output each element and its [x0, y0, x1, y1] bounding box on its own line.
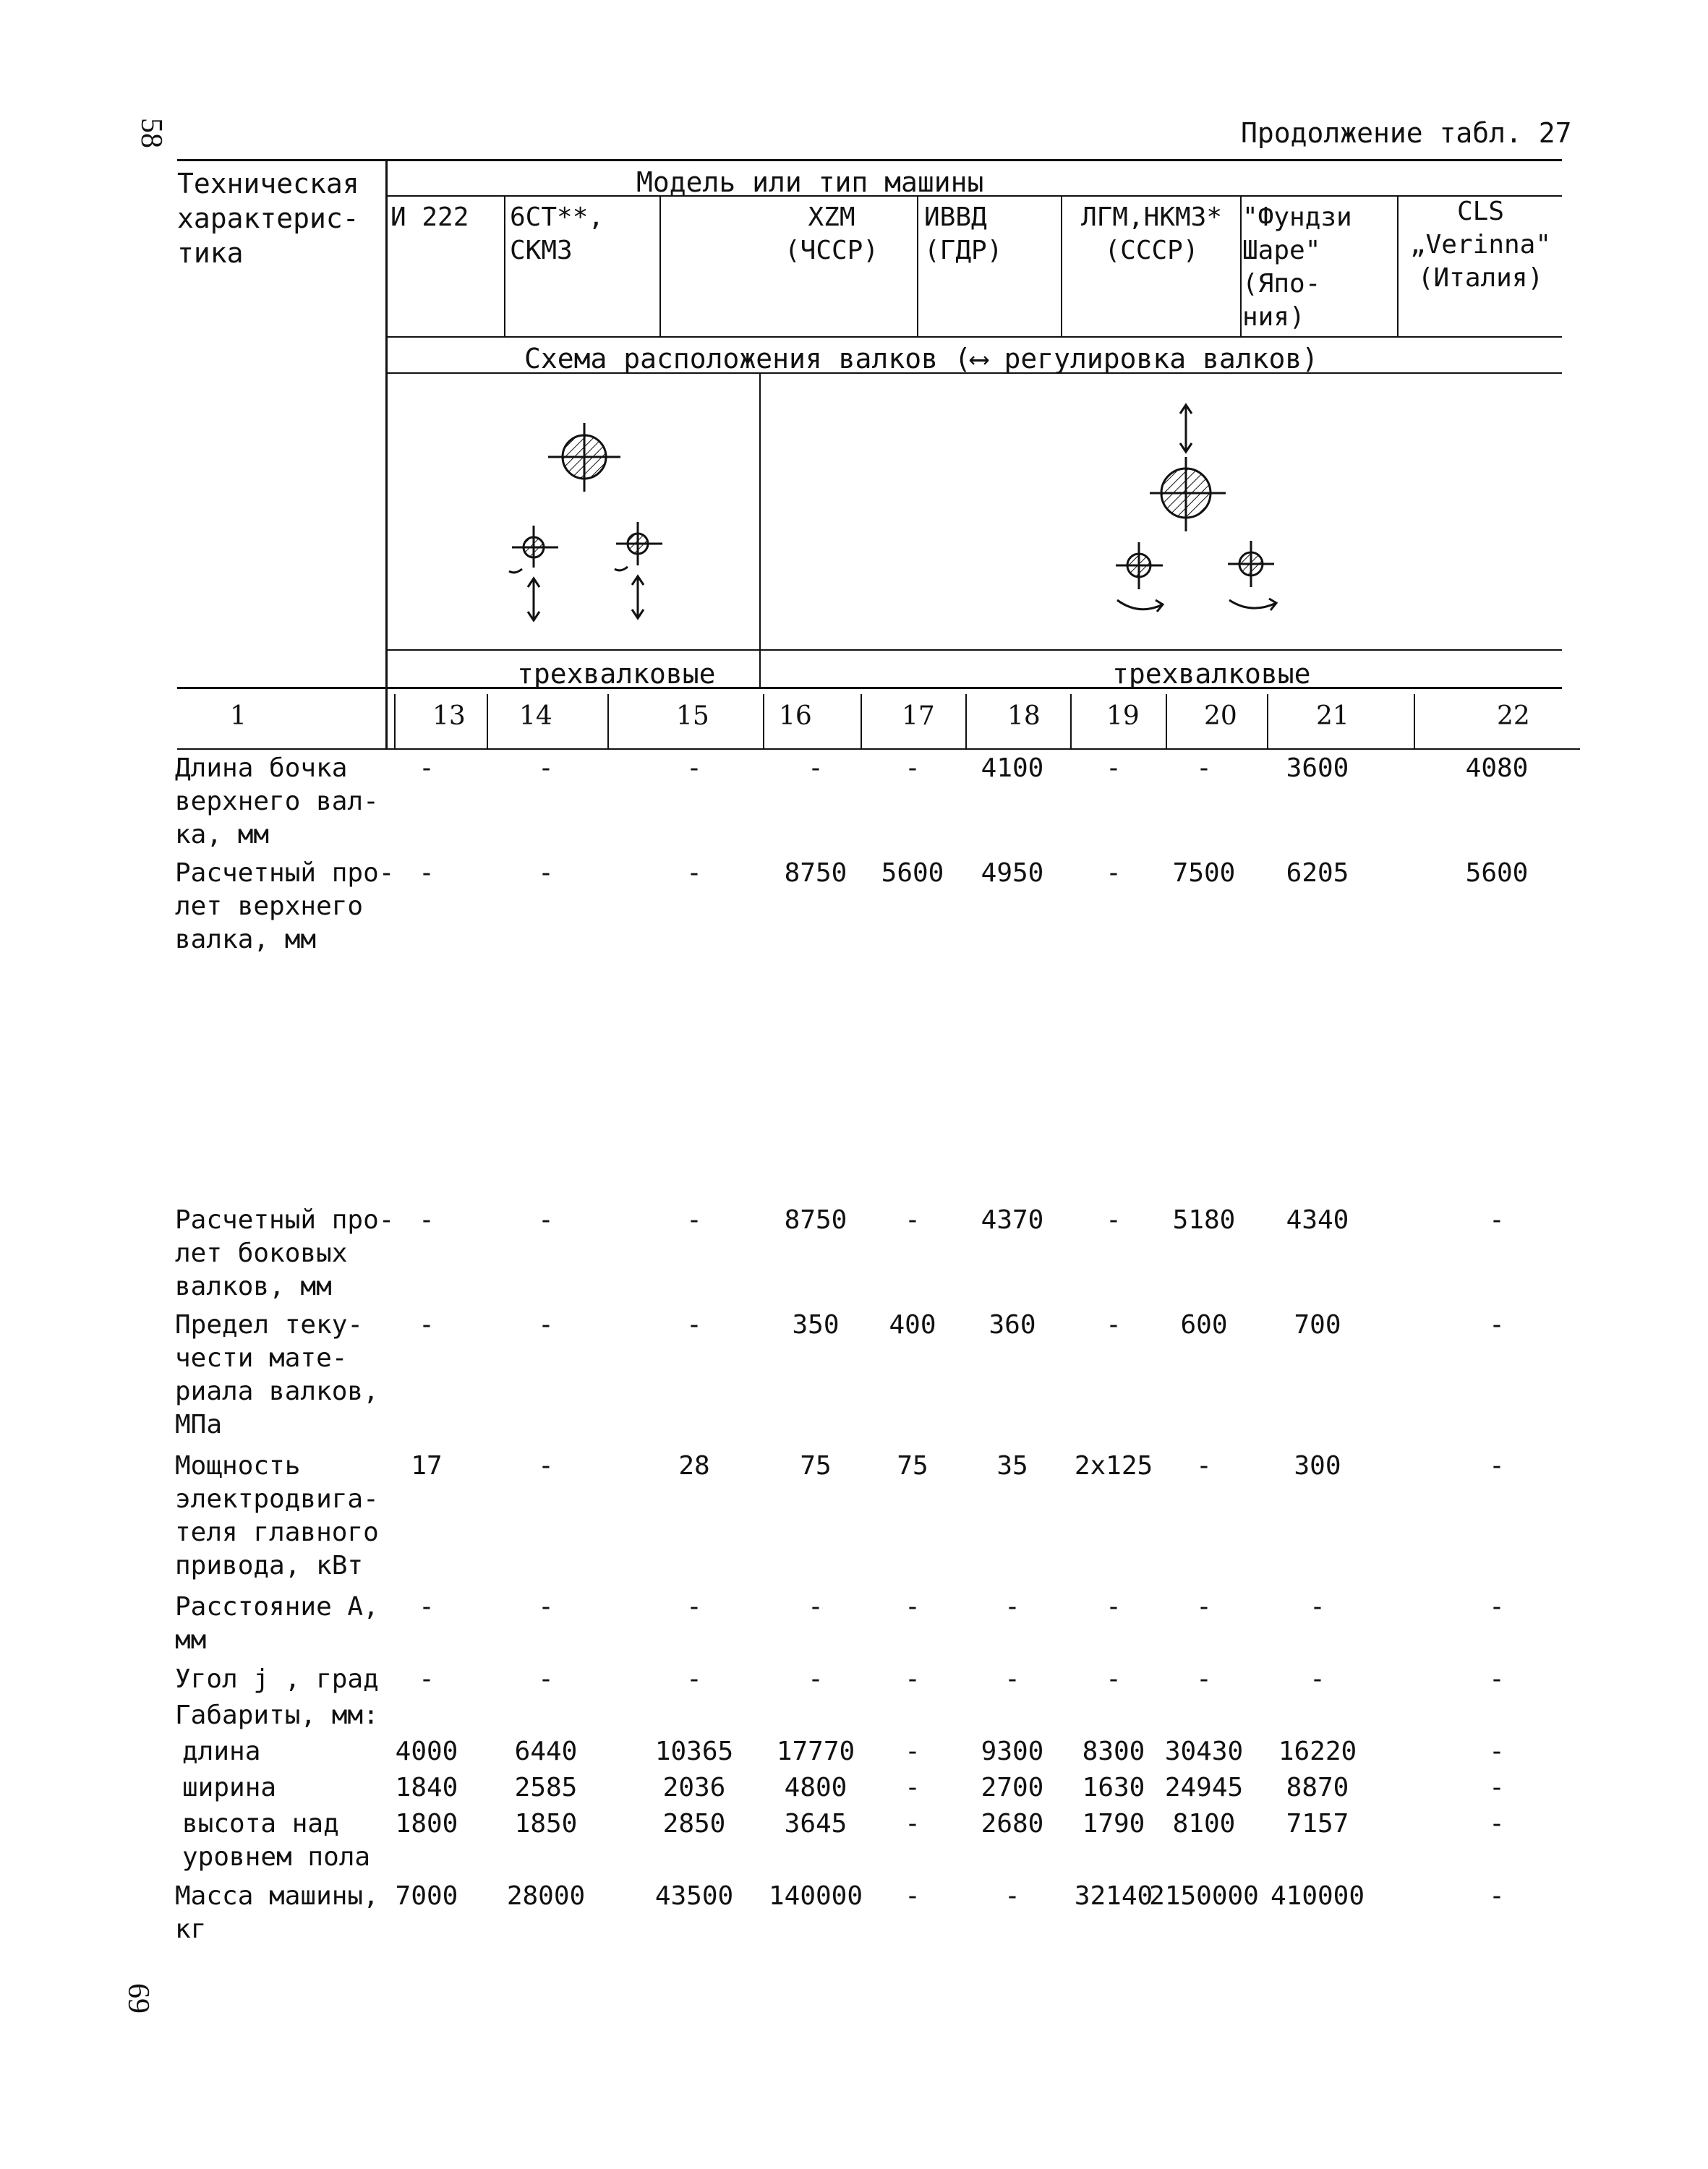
row-value: - [419, 1205, 435, 1235]
col-number: 17 [902, 701, 935, 731]
row-value: - [905, 1809, 921, 1839]
col-number: 13 [432, 701, 466, 731]
row-label: длина [182, 1737, 261, 1766]
row-label: Расчетный про- лет верхнего валка, мм [175, 858, 395, 954]
row-value: 1800 [395, 1809, 458, 1839]
row-value: - [1489, 1809, 1505, 1839]
row-value: 75 [800, 1451, 832, 1481]
page-number-top: 58 [134, 118, 168, 148]
row-label: высота над уровнем пола [182, 1809, 371, 1872]
row-value: - [419, 1310, 435, 1340]
row-value: 28 [678, 1451, 710, 1481]
row-value: 2036 [662, 1773, 726, 1802]
col-number: 19 [1106, 701, 1140, 731]
model-ivvd: ИВВД (ГДР) [924, 202, 1003, 265]
row-label: Угол j , град [175, 1664, 379, 1694]
row-value: - [1489, 1451, 1505, 1481]
row-value: - [686, 753, 702, 783]
row-label: Габариты, мм: [175, 1700, 379, 1730]
row-value: - [1004, 1881, 1020, 1911]
row-value: 43500 [654, 1881, 734, 1911]
row-label: Мощность электродвига- теля главного привода, кВт [175, 1451, 379, 1580]
model-6ct: 6СТ**, СКМЗ [510, 202, 605, 265]
row-value: - [686, 1205, 702, 1235]
row-value: 10365 [654, 1737, 734, 1766]
col-number: 18 [1007, 701, 1041, 731]
side-roll-left-2 [615, 522, 662, 618]
row-value: - [808, 1592, 824, 1622]
row-value: - [1106, 1310, 1122, 1340]
row-value: 360 [988, 1310, 1036, 1340]
row-value: - [1489, 1205, 1505, 1235]
row-value: - [1489, 1664, 1505, 1694]
row-value: 400 [889, 1310, 936, 1340]
row-value: - [1310, 1664, 1325, 1694]
row-value: 7000 [395, 1881, 458, 1911]
row-value: 7157 [1286, 1809, 1349, 1839]
row-value: - [808, 1664, 824, 1694]
row-value: 410000 [1270, 1881, 1365, 1911]
row-value: - [538, 1592, 554, 1622]
row-value: - [1196, 1451, 1212, 1481]
top-roll-left [548, 423, 620, 492]
row-value: 2700 [981, 1773, 1044, 1802]
row-value: 4950 [981, 858, 1044, 888]
row-value: 28000 [506, 1881, 586, 1911]
row-value: 75 [897, 1451, 928, 1481]
page-number-bottom: 69 [121, 1983, 155, 2014]
row-value: - [1310, 1592, 1325, 1622]
row-value: - [419, 858, 435, 888]
row-value: 600 [1180, 1310, 1228, 1340]
col-number: 1 [230, 701, 247, 731]
row-value: - [1106, 1205, 1122, 1235]
row-value: 8300 [1082, 1737, 1145, 1766]
type-label-right: трехвалковые [1112, 658, 1311, 690]
row-value: - [419, 753, 435, 783]
row-value: 4370 [981, 1205, 1044, 1235]
row-value: - [419, 1664, 435, 1694]
row-value: - [1004, 1664, 1020, 1694]
col-number: 20 [1204, 701, 1237, 731]
row-value: - [686, 1310, 702, 1340]
row-value: 5600 [1465, 858, 1529, 888]
row-value: - [686, 1592, 702, 1622]
row-value: 2680 [981, 1809, 1044, 1839]
side-roll-right-2 [1228, 541, 1276, 610]
row-value: - [419, 1592, 435, 1622]
col-number: 16 [779, 701, 812, 731]
row-label: ширина [182, 1773, 277, 1802]
model-cls: CLS „Verinna" (Италия) [1409, 197, 1552, 293]
row-label: Расчетный про- лет боковых валков, мм [175, 1205, 395, 1301]
characteristic-header: Техническая характерис- тика [177, 168, 359, 269]
row-value: - [905, 1737, 921, 1766]
scheme-title: Схема расположения валков (⟷ регулировка валков) [524, 343, 1319, 375]
side-roll-right-1 [1116, 542, 1163, 612]
row-value: 6440 [514, 1737, 578, 1766]
row-value: - [686, 1664, 702, 1694]
model-lgm: ЛГМ,НКМЗ* (СССР) [1080, 202, 1223, 265]
row-label: Расстояние А, мм [175, 1592, 379, 1655]
row-value: - [538, 1664, 554, 1694]
row-value: 1630 [1082, 1773, 1145, 1802]
side-roll-left-1 [509, 526, 558, 620]
row-value: 6205 [1286, 858, 1349, 888]
row-value: 8750 [784, 1205, 847, 1235]
row-value: - [1106, 1592, 1122, 1622]
row-value: - [1489, 1592, 1505, 1622]
row-value: - [1106, 1664, 1122, 1694]
row-value: - [1489, 1737, 1505, 1766]
model-xzm: XZM (ЧССР) [784, 202, 879, 265]
row-label: Предел теку- чести мате- риала валков, МПа [175, 1310, 379, 1439]
continuation-label: Продолжение табл. 27 [1241, 117, 1572, 149]
row-value: 24945 [1164, 1773, 1244, 1802]
row-value: - [808, 753, 824, 783]
row-value: 8750 [784, 858, 847, 888]
row-value: 32140 [1074, 1881, 1153, 1911]
row-value: 1790 [1082, 1809, 1145, 1839]
row-value: 4100 [981, 753, 1044, 783]
row-value: - [538, 1451, 554, 1481]
top-roll-right [1150, 405, 1226, 531]
model-title: Модель или тип машины [636, 166, 984, 198]
row-label: Масса машины, кг [175, 1881, 379, 1944]
row-value: 9300 [981, 1737, 1044, 1766]
row-value: - [1196, 1592, 1212, 1622]
col-number: 14 [519, 701, 552, 731]
row-value: 5180 [1172, 1205, 1236, 1235]
model-fundzi: "Фундзи Шаре" (Япо- ния) [1242, 202, 1352, 332]
type-label-left: трехвалковые [517, 658, 716, 690]
row-value: - [905, 1664, 921, 1694]
row-value: 2150000 [1149, 1881, 1259, 1911]
row-value: 8870 [1286, 1773, 1349, 1802]
row-value: - [905, 1592, 921, 1622]
row-value: - [538, 1310, 554, 1340]
row-value: 4340 [1286, 1205, 1349, 1235]
row-value: 7500 [1172, 858, 1236, 888]
row-value: - [538, 753, 554, 783]
row-value: 300 [1294, 1451, 1341, 1481]
row-value: 4080 [1465, 753, 1529, 783]
row-value: - [1106, 753, 1122, 783]
row-value: - [538, 1205, 554, 1235]
col-number: 22 [1497, 701, 1530, 731]
row-value: - [1196, 753, 1212, 783]
row-value: - [1489, 1773, 1505, 1802]
row-value: 35 [996, 1451, 1028, 1481]
row-value: - [1196, 1664, 1212, 1694]
row-value: - [686, 858, 702, 888]
row-value: - [905, 753, 921, 783]
row-value: - [905, 1881, 921, 1911]
row-value: 8100 [1172, 1809, 1236, 1839]
row-value: 30430 [1164, 1737, 1244, 1766]
row-value: 350 [792, 1310, 840, 1340]
row-value: - [1489, 1310, 1505, 1340]
model-i222: И 222 [390, 202, 469, 232]
row-value: - [905, 1773, 921, 1802]
row-value: 2850 [662, 1809, 726, 1839]
row-value: 5600 [881, 858, 944, 888]
row-value: 1850 [514, 1809, 578, 1839]
row-value: 17770 [776, 1737, 855, 1766]
row-value: - [905, 1205, 921, 1235]
row-value: - [1106, 858, 1122, 888]
row-value: 4800 [784, 1773, 847, 1802]
row-value: 2585 [514, 1773, 578, 1802]
row-value: 2x125 [1074, 1451, 1153, 1481]
row-value: 4000 [395, 1737, 458, 1766]
row-label: Длина бочка верхнего вал- ка, мм [175, 753, 379, 850]
row-value: - [1004, 1592, 1020, 1622]
row-value: 140000 [768, 1881, 863, 1911]
row-value: 1840 [395, 1773, 458, 1802]
row-value: 16220 [1278, 1737, 1357, 1766]
row-value: 17 [411, 1451, 443, 1481]
col-number: 21 [1316, 701, 1349, 731]
row-value: - [1489, 1881, 1505, 1911]
row-value: 3600 [1286, 753, 1349, 783]
row-value: - [538, 858, 554, 888]
row-value: 700 [1294, 1310, 1341, 1340]
row-value: 3645 [784, 1809, 847, 1839]
col-number: 15 [676, 701, 709, 731]
